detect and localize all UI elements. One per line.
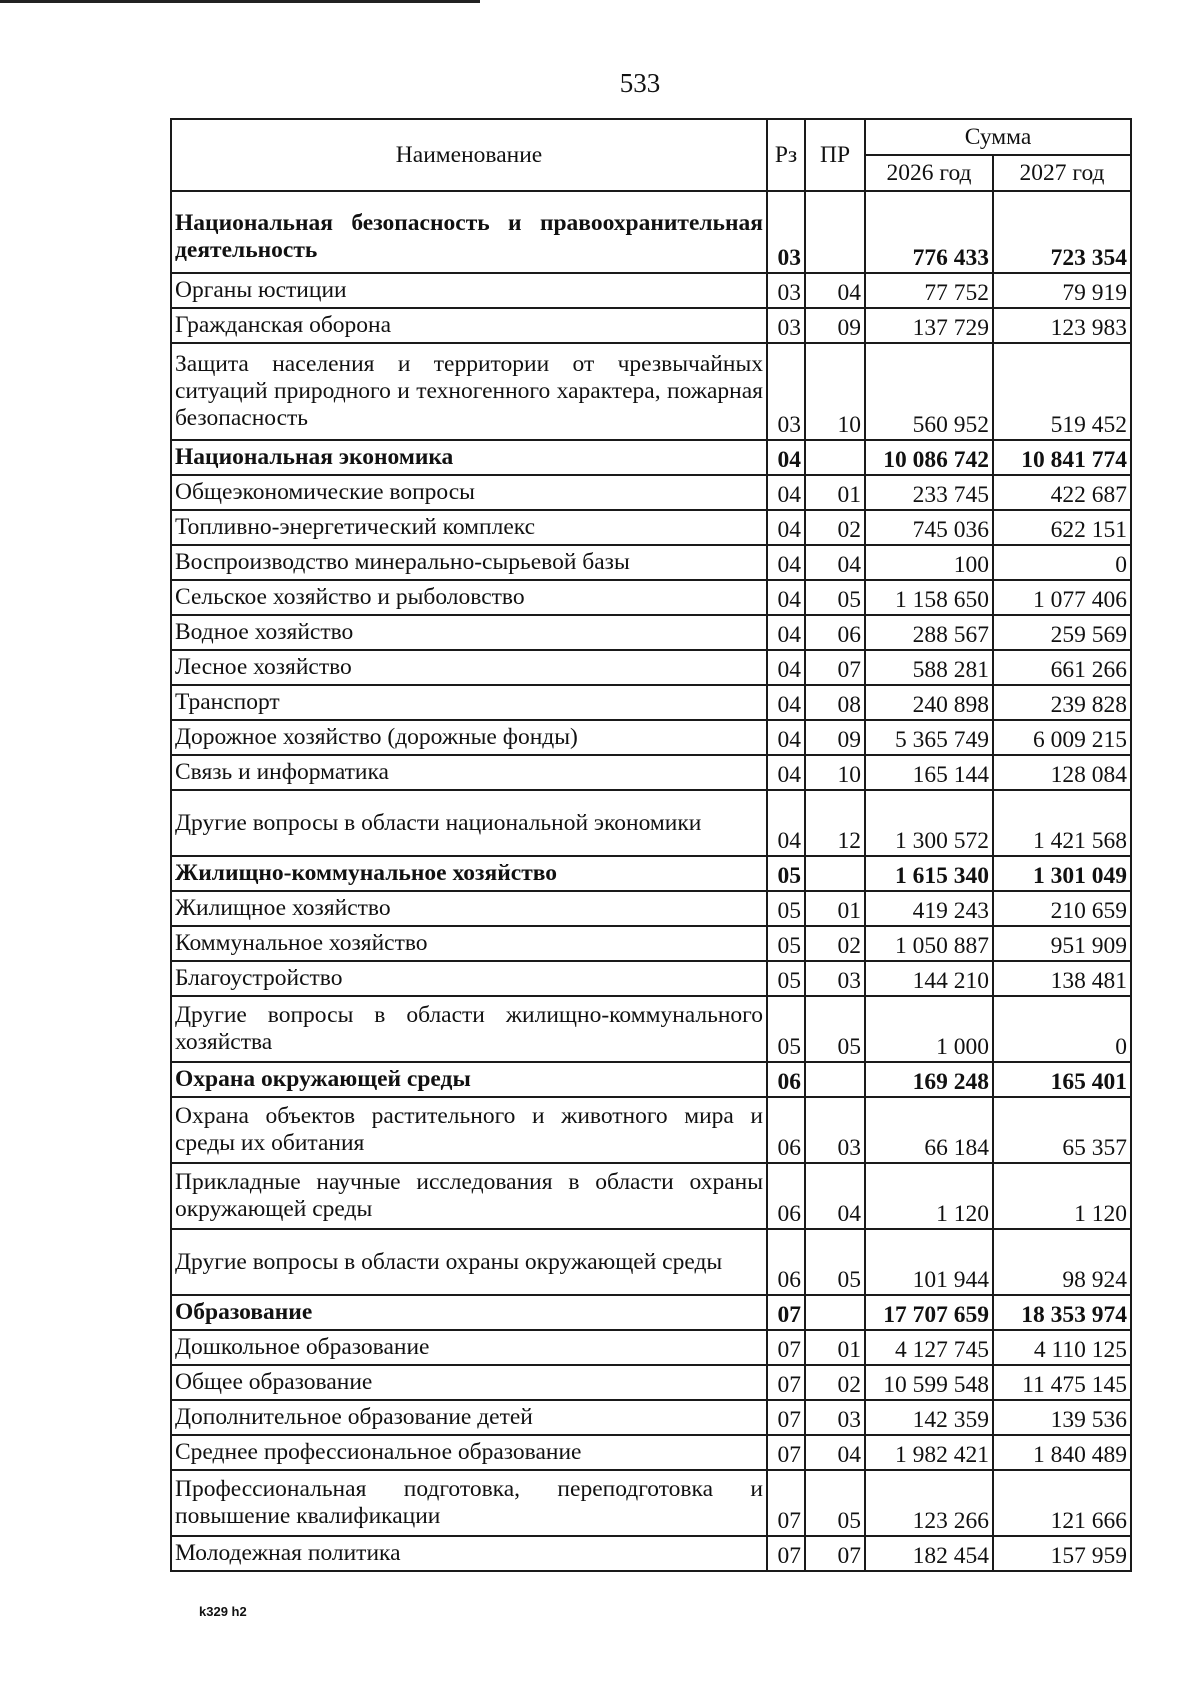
header-name: Наименование [171,119,767,191]
table-row [171,1536,1131,1571]
row-sum-2027: 157 959 [993,1536,1131,1571]
row-sum-2027: 6 009 215 [993,720,1131,755]
row-sum-2026: 588 281 [865,650,993,685]
row-rz: 04 [767,440,805,475]
row-sum-2026: 77 752 [865,273,993,308]
row-rz: 04 [767,685,805,720]
row-name: Лесное хозяйство [171,650,767,685]
row-sum-2027: 210 659 [993,891,1131,926]
row-sum-2027: 139 536 [993,1400,1131,1435]
table-row [171,1365,1131,1400]
row-sum-2026: 144 210 [865,961,993,996]
table-row [171,856,1131,891]
header-pr: ПР [805,119,865,191]
table-row [171,996,1131,1062]
row-sum-2027: 4 110 125 [993,1330,1131,1365]
row-pr: 05 [805,996,865,1062]
row-rz: 03 [767,273,805,308]
row-sum-2026: 101 944 [865,1229,993,1295]
row-pr: 05 [805,580,865,615]
row-sum-2027: 1 120 [993,1163,1131,1229]
row-sum-2026: 142 359 [865,1400,993,1435]
row-pr: 04 [805,1435,865,1470]
row-rz: 07 [767,1400,805,1435]
row-sum-2026: 17 707 659 [865,1295,993,1330]
row-sum-2027: 128 084 [993,755,1131,790]
row-sum-2026: 560 952 [865,343,993,440]
row-pr: 02 [805,510,865,545]
row-name: Дорожное хозяйство (дорожные фонды) [171,720,767,755]
row-sum-2026: 1 982 421 [865,1435,993,1470]
table-row [171,545,1131,580]
row-sum-2026: 288 567 [865,615,993,650]
row-pr: 08 [805,685,865,720]
header-2027: 2027 год [993,155,1131,191]
row-sum-2027: 661 266 [993,650,1131,685]
row-pr: 05 [805,1470,865,1536]
row-name: Прикладные научные исследования в области охраны окружающей среды [171,1163,767,1229]
row-rz: 07 [767,1470,805,1536]
table-row [171,343,1131,440]
row-name: Молодежная политика [171,1536,767,1571]
row-pr: 01 [805,475,865,510]
row-sum-2027: 18 353 974 [993,1295,1131,1330]
row-sum-2026: 100 [865,545,993,580]
row-sum-2026: 1 050 887 [865,926,993,961]
row-rz: 03 [767,308,805,343]
row-rz: 04 [767,545,805,580]
row-sum-2026: 419 243 [865,891,993,926]
row-sum-2027: 422 687 [993,475,1131,510]
row-rz: 04 [767,720,805,755]
row-name: Защита населения и территории от чрезвычайных ситуаций природного и техногенного характера, пожарная безопасность [171,343,767,440]
row-rz: 04 [767,650,805,685]
row-pr: 10 [805,755,865,790]
table-row [171,1400,1131,1435]
row-name: Среднее профессиональное образование [171,1435,767,1470]
table-row [171,1229,1131,1295]
row-pr: 03 [805,1400,865,1435]
row-rz: 05 [767,996,805,1062]
row-pr: 06 [805,615,865,650]
table-row [171,440,1131,475]
row-pr [805,856,865,891]
row-sum-2026: 66 184 [865,1097,993,1163]
row-name: Воспроизводство минерально-сырьевой базы [171,545,767,580]
row-rz: 07 [767,1435,805,1470]
table-row [171,1097,1131,1163]
row-name: Водное хозяйство [171,615,767,650]
row-rz: 05 [767,891,805,926]
row-pr: 02 [805,926,865,961]
row-sum-2026: 137 729 [865,308,993,343]
row-name: Общеэкономические вопросы [171,475,767,510]
table-row [171,1470,1131,1536]
table-row [171,1062,1131,1097]
row-sum-2026: 123 266 [865,1470,993,1536]
row-rz: 04 [767,580,805,615]
row-name: Топливно-энергетический комплекс [171,510,767,545]
row-sum-2026: 5 365 749 [865,720,993,755]
table-row [171,650,1131,685]
row-sum-2026: 165 144 [865,755,993,790]
row-pr [805,1062,865,1097]
row-pr: 03 [805,1097,865,1163]
row-rz: 04 [767,615,805,650]
row-pr: 04 [805,1163,865,1229]
row-rz: 07 [767,1295,805,1330]
row-name: Охрана объектов растительного и животного мира и среды их обитания [171,1097,767,1163]
row-pr [805,440,865,475]
header-rz: Рз [767,119,805,191]
row-rz: 04 [767,510,805,545]
row-sum-2027: 1 421 568 [993,790,1131,856]
row-name: Гражданская оборона [171,308,767,343]
row-sum-2027: 165 401 [993,1062,1131,1097]
row-rz: 03 [767,191,805,273]
row-sum-2026: 1 158 650 [865,580,993,615]
row-name: Коммунальное хозяйство [171,926,767,961]
row-rz: 04 [767,755,805,790]
table-row [171,475,1131,510]
row-sum-2027: 622 151 [993,510,1131,545]
row-pr [805,1295,865,1330]
row-sum-2027: 723 354 [993,191,1131,273]
table-row [171,755,1131,790]
row-sum-2026: 240 898 [865,685,993,720]
row-name: Другие вопросы в области охраны окружающей среды [171,1229,767,1295]
row-sum-2027: 121 666 [993,1470,1131,1536]
row-sum-2027: 10 841 774 [993,440,1131,475]
table-row [171,891,1131,926]
row-rz: 06 [767,1229,805,1295]
table-row [171,1295,1131,1330]
table-row [171,1330,1131,1365]
top-rule [0,0,480,3]
row-rz: 06 [767,1097,805,1163]
row-sum-2027: 138 481 [993,961,1131,996]
row-sum-2026: 1 000 [865,996,993,1062]
row-name: Дошкольное образование [171,1330,767,1365]
table-row [171,1435,1131,1470]
row-sum-2027: 951 909 [993,926,1131,961]
row-rz: 06 [767,1163,805,1229]
table-row [171,273,1131,308]
row-rz: 03 [767,343,805,440]
row-name: Образование [171,1295,767,1330]
row-sum-2027: 259 569 [993,615,1131,650]
row-sum-2027: 1 840 489 [993,1435,1131,1470]
row-pr: 12 [805,790,865,856]
row-name: Дополнительное образование детей [171,1400,767,1435]
row-pr: 03 [805,961,865,996]
row-sum-2026: 169 248 [865,1062,993,1097]
row-rz: 05 [767,856,805,891]
row-pr: 07 [805,650,865,685]
row-sum-2027: 123 983 [993,308,1131,343]
row-sum-2027: 239 828 [993,685,1131,720]
row-pr: 02 [805,1365,865,1400]
row-sum-2027: 1 077 406 [993,580,1131,615]
table-row [171,961,1131,996]
table-row [171,790,1131,856]
row-name: Транспорт [171,685,767,720]
row-sum-2027: 79 919 [993,273,1131,308]
row-sum-2027: 98 924 [993,1229,1131,1295]
table-body [171,191,1131,1571]
table-row [171,615,1131,650]
table-row [171,685,1131,720]
row-sum-2026: 233 745 [865,475,993,510]
row-rz: 07 [767,1330,805,1365]
row-pr [805,191,865,273]
row-sum-2026: 1 300 572 [865,790,993,856]
row-rz: 06 [767,1062,805,1097]
table-row [171,510,1131,545]
row-name: Общее образование [171,1365,767,1400]
row-pr: 10 [805,343,865,440]
footer-code: k329 h2 [199,1604,247,1619]
row-name: Охрана окружающей среды [171,1062,767,1097]
row-name: Профессиональная подготовка, переподготовка и повышение квалификации [171,1470,767,1536]
row-rz: 05 [767,961,805,996]
header-sum: Сумма [865,119,1131,155]
row-pr: 09 [805,720,865,755]
row-rz: 05 [767,926,805,961]
row-sum-2026: 10 086 742 [865,440,993,475]
row-sum-2027: 11 475 145 [993,1365,1131,1400]
row-pr: 01 [805,1330,865,1365]
table-row [171,308,1131,343]
row-name: Жилищное хозяйство [171,891,767,926]
row-pr: 07 [805,1536,865,1571]
table-row [171,720,1131,755]
row-sum-2026: 10 599 548 [865,1365,993,1400]
row-pr: 09 [805,308,865,343]
row-pr: 04 [805,545,865,580]
row-pr: 04 [805,273,865,308]
row-rz: 04 [767,790,805,856]
row-rz: 07 [767,1365,805,1400]
table-row [171,191,1131,273]
row-sum-2027: 1 301 049 [993,856,1131,891]
row-sum-2027: 0 [993,545,1131,580]
row-name: Органы юстиции [171,273,767,308]
row-sum-2027: 519 452 [993,343,1131,440]
row-name: Сельское хозяйство и рыболовство [171,580,767,615]
row-name: Связь и информатика [171,755,767,790]
row-pr: 01 [805,891,865,926]
page-number: 533 [619,68,661,98]
row-sum-2026: 776 433 [865,191,993,273]
row-name: Жилищно-коммунальное хозяйство [171,856,767,891]
row-rz: 04 [767,475,805,510]
budget-table [170,118,1132,1572]
row-rz: 07 [767,1536,805,1571]
table-row [171,1163,1131,1229]
header-2026: 2026 год [865,155,993,191]
table-row [171,580,1131,615]
row-name: Другие вопросы в области жилищно-коммунального хозяйства [171,996,767,1062]
row-name: Национальная экономика [171,440,767,475]
row-pr: 05 [805,1229,865,1295]
row-sum-2026: 1 120 [865,1163,993,1229]
row-sum-2026: 1 615 340 [865,856,993,891]
table-row [171,926,1131,961]
row-name: Национальная безопасность и правоохранительная деятельность [171,191,767,273]
row-sum-2026: 4 127 745 [865,1330,993,1365]
row-name: Другие вопросы в области национальной экономики [171,790,767,856]
row-name: Благоустройство [171,961,767,996]
row-sum-2026: 182 454 [865,1536,993,1571]
row-sum-2027: 65 357 [993,1097,1131,1163]
row-sum-2027: 0 [993,996,1131,1062]
row-sum-2026: 745 036 [865,510,993,545]
